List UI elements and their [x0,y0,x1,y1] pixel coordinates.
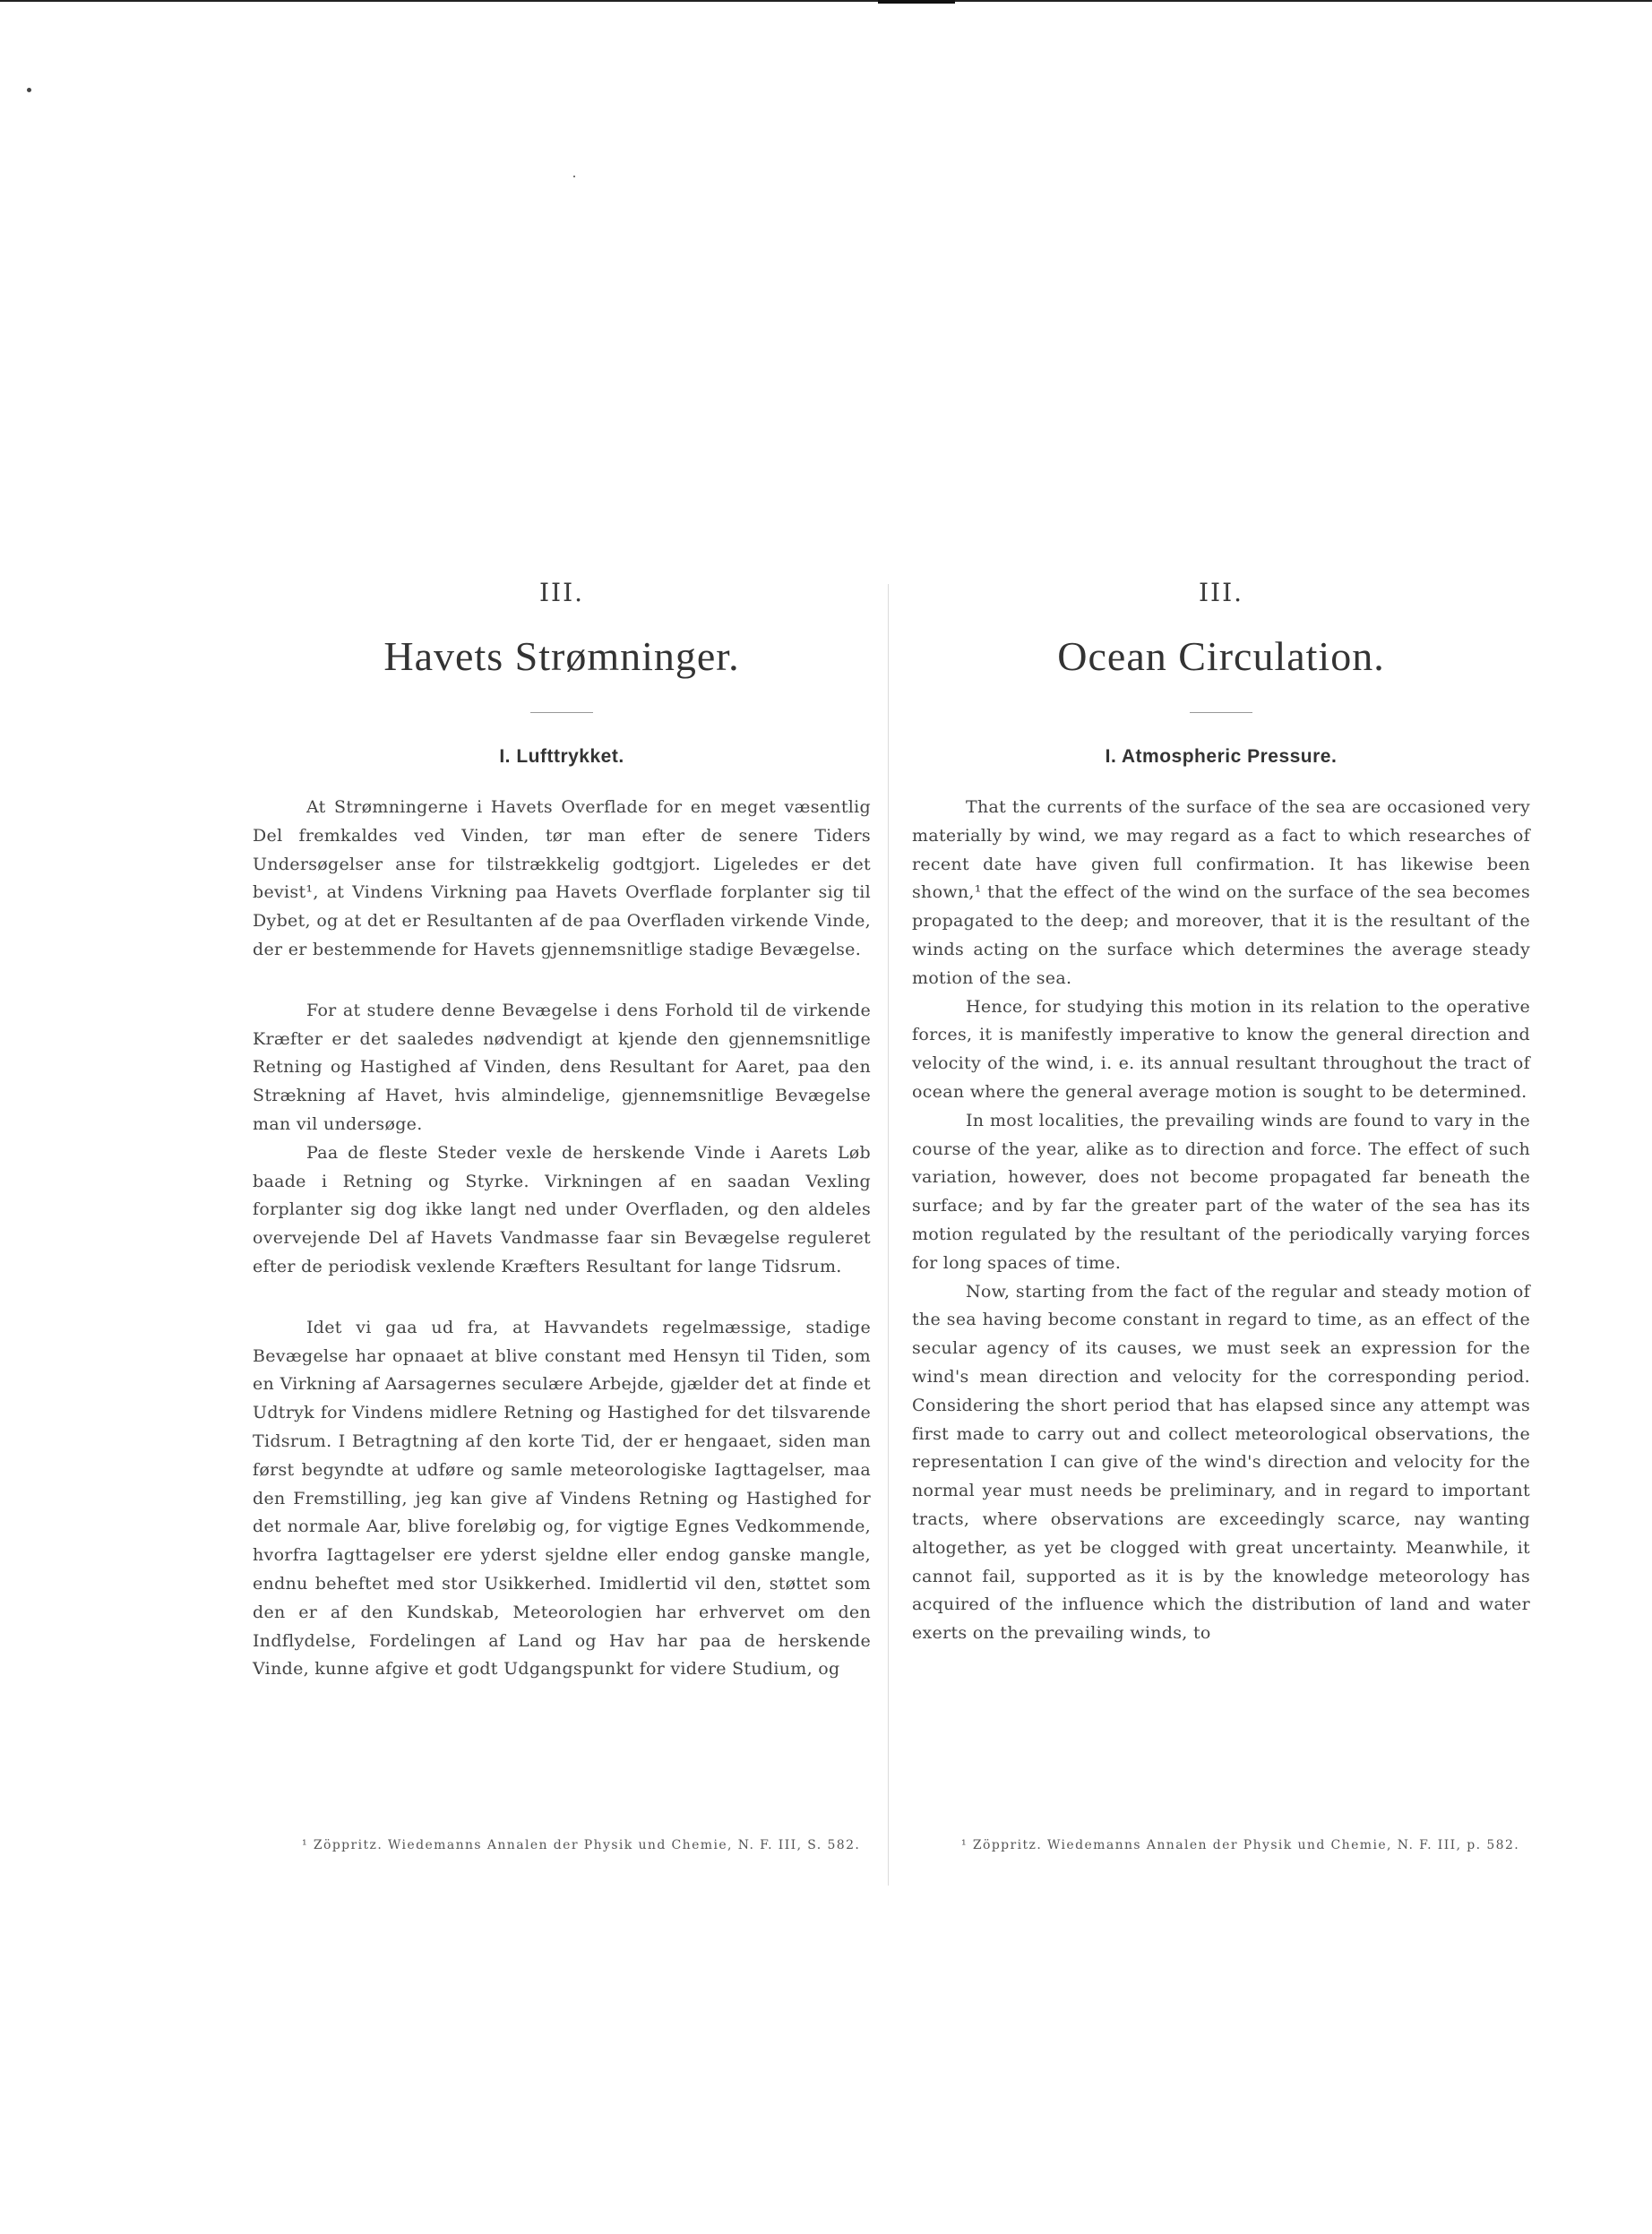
column-norwegian [253,573,871,1684]
top-edge-mark [878,0,955,4]
paragraph: Idet vi gaa ud fra, at Havvandets regelmæssige, stadige Bevægelse har opnaaet at blive constant med Hensyn til Tiden, som en Virkning af Aarsagernes seculære Arbejde, gjælder det at finde et Udtryk for Vindens midlere Retning og Hastighed for det tilsvarende Tidsrum. I Betragtning af den korte Tid, der er hengaaet, siden man først begyndte at udføre og samle meteorologiske Iagttagelser, maa den Fremstilling, jeg kan give af Vindens Retning og Hastighed for det normale Aar, blive foreløbig og, for vigtige Egnes Vedkommende, hvorfra Iagttagelser ere yderst sjeldne eller endog ganske mangle, endnu beheftet med stor Usikkerhed. Imidlertid vil den, støttet som den er af den Kundskab, Meteorologien har erhvervet om den Indflydelse, Fordelingen af Land og Hav har paa de herskende Vinde, kunne afgive et godt Udgangspunkt for videre Studium, og [253,1317,871,1680]
paragraph: For at studere denne Bevægelse i dens Forhold til de virkende Kræfter er det saaledes nødvendigt at kjende den gjennemsnitlige Retning og Hastighed af Vinden, dens Resultant for Aaret, paa den Strækning af Havet, hvis almindelige, gjennemsnitlige Bevægelse man vil undersøge. [253,1000,871,1134]
section-heading: I. Lufttrykket. [499,746,624,767]
chapter-number: III. [538,578,585,607]
chapter-title: Ocean Circulation. [1057,633,1385,679]
paragraph: Now, starting from the fact of the regular and steady motion of the sea having become constant in regard to time, as an effect of the secular agency of its causes, we must seek an expression for the wind's mean direction and velocity for the corresponding period. Considering the short period that has elapsed since any attempt was first made to carry out and collect meteorological observations, the representation I can give of the wind's direction and velocity for the normal year must needs be preliminary, and in regard to important tracts, where observations are exceedingly scarce, nay wanting altogether, as yet be clogged with great uncertainty. Meanwhile, it cannot fail, supported as it is by the knowledge meteorology has acquired of the influence which the distribution of land and water exerts on the prevailing winds, to [912,1281,1530,1644]
footnote-norwegian: ¹ Zöppritz. Wiedemanns Annalen der Physik und Chemie, N. F. III, S. 582. [302,1838,861,1852]
title-rule [530,712,593,713]
column-english [912,573,1530,1648]
margin-speck [27,88,31,92]
paragraph: In most localities, the prevailing winds are found to vary in the course of the year, alike as to direction and force. The effect of such variation, however, does not become propagated far beneath the surface; and by far the greater part of the water of the sea has its motion regulated by the resultant of the periodically varying forces for long spaces of time. [912,1110,1530,1273]
body-text [253,794,871,1684]
body-text [912,794,1530,1648]
column-divider [888,584,889,1886]
section-heading: I. Atmospheric Pressure. [1105,746,1338,767]
top-edge-line [0,0,1652,2]
paragraph: At Strømningerne i Havets Overflade for en meget væsentlig Del fremkaldes ved Vinden, tør man efter de senere Tiders Undersøgelser anse for tilstrækkelig godtgjort. Ligeledes er det bevist¹, at Vindens Virkning paa Havets Overflade forplanter sig til Dybet, og at det er Resultanten af de paa Overfladen virkende Vinde, der er bestemmende for Havets gjennemsnitlige stadige Bevægelse. [253,797,871,959]
paragraph: That the currents of the surface of the sea are occasioned very materially by wind, we may regard as a fact to which researches of recent date have given full confirmation. It has likewise been shown,¹ that the effect of the wind on the surface of the sea becomes propagated to the deep; and moreover, that it is the resultant of the winds acting on the surface which determines the average steady motion of the sea. [912,797,1530,988]
margin-speck-small [573,176,575,177]
chapter-number: III. [1198,578,1244,607]
chapter-title: Havets Strømninger. [383,633,740,679]
title-rule [1190,712,1252,713]
paragraph: Hence, for studying this motion in its relation to the operative forces, it is manifestly imperative to know the general direction and velocity of the wind, i. e. its annual resultant throughout the tract of ocean where the general average motion is sought to be determined. [912,996,1530,1102]
footnote-english: ¹ Zöppritz. Wiedemanns Annalen der Physik und Chemie, N. F. III, p. 582. [961,1838,1520,1852]
paragraph: Paa de fleste Steder vexle de herskende Vinde i Aarets Løb baade i Retning og Styrke. Virkningen af en saadan Vexling forplanter sig dog ikke langt ned under Overfladen, og den aldeles overvejende Del af Havets Vandmasse faar sin Bevægelse reguleret efter de periodisk vexlende Kræfters Resultant for lange Tidsrum. [253,1142,871,1276]
